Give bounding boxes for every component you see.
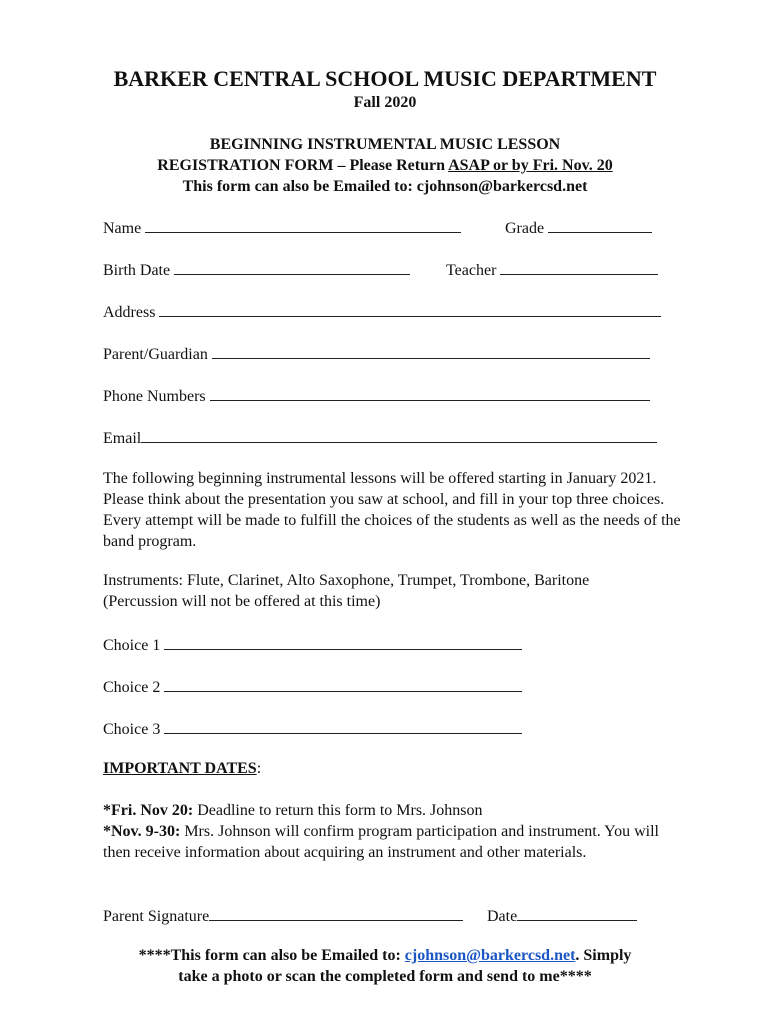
footer-post: . Simply [575, 947, 632, 964]
name-input-line[interactable] [145, 218, 461, 233]
choice-3-input-line[interactable] [164, 719, 522, 734]
footer-note-line-1 [0, 947, 770, 965]
name-field[interactable] [103, 218, 461, 238]
grade-input-line[interactable] [548, 218, 652, 233]
parent-signature-label: Parent Signature [103, 908, 210, 925]
footer-email-link[interactable]: cjohnson@barkercsd.net [404, 947, 576, 964]
birth-date-label: Birth Date [103, 262, 171, 279]
phone-numbers-field[interactable] [103, 386, 650, 406]
form-subtitle-2 [0, 157, 770, 175]
birth-date-input-line[interactable] [174, 260, 410, 275]
grade-label: Grade [505, 220, 545, 237]
important-dates-heading [103, 760, 261, 778]
birth-date-field[interactable] [103, 260, 410, 280]
choice-2-field[interactable] [103, 677, 522, 697]
term-label: Fall 2020 [353, 94, 417, 111]
parent-guardian-field[interactable] [103, 344, 650, 364]
email-field[interactable] [103, 428, 657, 448]
email-label: Email [103, 430, 142, 447]
instruments-list: Instruments: Flute, Clarinet, Alto Saxophone, Trumpet, Trombone, Baritone [103, 572, 590, 589]
email-notice: This form can also be Emailed to: cjohnson@barkercsd.net [182, 178, 588, 195]
choice-1-field[interactable] [103, 635, 522, 655]
return-deadline: ASAP or by Fri. Nov. 20 [448, 157, 613, 174]
important-dates-colon: : [256, 760, 262, 777]
form-subtitle-1: BEGINNING INSTRUMENTAL MUSIC LESSON [209, 136, 561, 153]
choice-3-field[interactable] [103, 719, 522, 739]
address-field[interactable] [103, 302, 661, 322]
name-label: Name [103, 220, 142, 237]
date-1-text: Deadline to return this form to Mrs. Johnson [193, 802, 483, 819]
signature-date-label: Date [487, 908, 518, 925]
teacher-field[interactable] [446, 260, 658, 280]
address-label: Address [103, 304, 156, 321]
footer-note-line-2: take a photo or scan the completed form and send to me**** [178, 968, 592, 985]
parent-signature-field[interactable] [103, 906, 463, 926]
date-item-1 [103, 800, 683, 821]
email-input-line[interactable] [141, 428, 657, 443]
teacher-input-line[interactable] [500, 260, 658, 275]
choice-1-input-line[interactable] [164, 635, 522, 650]
parent-guardian-input-line[interactable] [212, 344, 650, 359]
date-item-2 [103, 821, 673, 863]
choice-2-input-line[interactable] [164, 677, 522, 692]
address-input-line[interactable] [159, 302, 661, 317]
parent-guardian-label: Parent/Guardian [103, 346, 208, 363]
important-dates-title: IMPORTANT DATES [103, 760, 257, 777]
phone-numbers-input-line[interactable] [210, 386, 650, 401]
date-1-label: *Fri. Nov 20: [103, 802, 194, 819]
footer-pre: ****This form can also be Emailed to: [138, 947, 405, 964]
intro-paragraph: The following beginning instrumental lessons will be offered starting in January 2021. Please think about the presentation you saw at school, and fill in your top three choices. Every attempt will be made to fulfill the choices of the students as well as the needs of the band program. [103, 470, 681, 550]
parent-signature-input-line[interactable] [209, 906, 463, 921]
phone-numbers-label: Phone Numbers [103, 388, 206, 405]
choice-2-label: Choice 2 [103, 679, 161, 696]
page-title: BARKER CENTRAL SCHOOL MUSIC DEPARTMENT [113, 66, 657, 91]
date-2-label: *Nov. 9-30: [103, 823, 181, 840]
teacher-label: Teacher [446, 262, 497, 279]
choice-1-label: Choice 1 [103, 637, 161, 654]
return-instruction: REGISTRATION FORM – Please Return [157, 157, 449, 174]
signature-date-input-line[interactable] [517, 906, 637, 921]
date-2-text: Mrs. Johnson will confirm program participation and instrument. You will then receive information about acquiring an instrument and other materials. [103, 823, 659, 861]
signature-date-field[interactable] [487, 906, 637, 926]
choice-3-label: Choice 3 [103, 721, 161, 738]
percussion-note: (Percussion will not be offered at this time) [103, 593, 381, 610]
grade-field[interactable] [505, 218, 652, 238]
